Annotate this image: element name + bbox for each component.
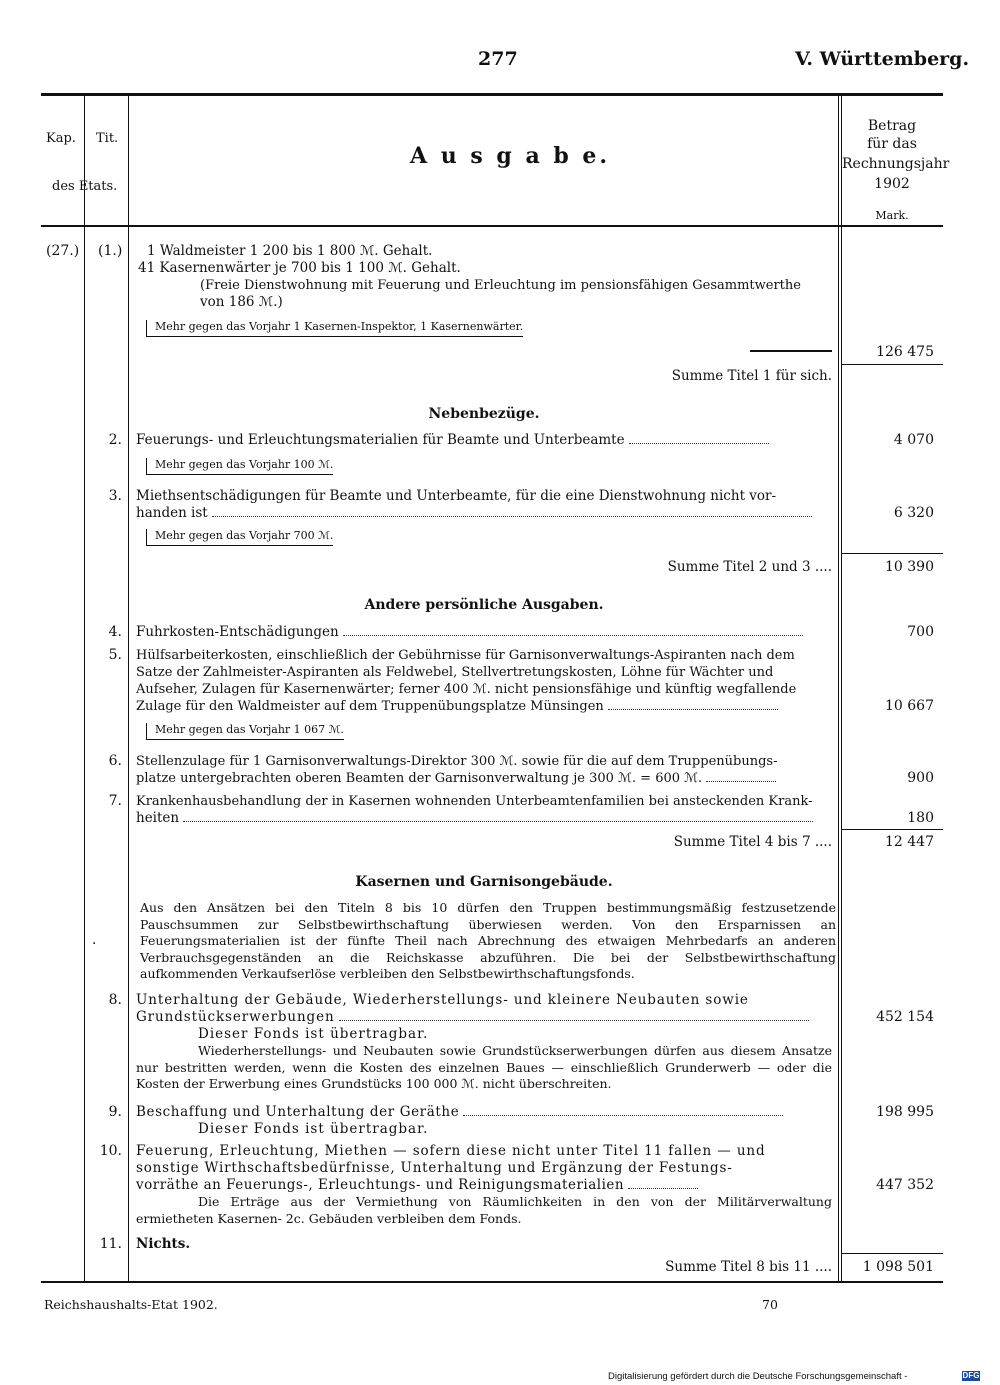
t5-label-4: Zulage für den Waldmeister auf dem Truppenübungsplatze Münsingen: [136, 699, 604, 714]
betrag-line-2: für das: [867, 136, 917, 152]
t1-sum-label: Summe Titel 1 für sich.: [671, 368, 832, 384]
t1-subtotal-rule: [750, 350, 832, 352]
t3-line-1: Miethsentschädigungen für Beamte und Unterbeamte, für die eine Dienstwohnung nicht vor-: [136, 488, 777, 504]
t5-line-2: Satze der Zahlmeister-Aspiranten als Feldwebel, Stellvertretungskosten, Löhne für Wächter und: [136, 665, 774, 680]
t6-label-2: platze untergebrachten oberen Beamten der Garnisonverwaltung je 300 ℳ. = 600 ℳ.: [136, 771, 703, 786]
t10-paragraph: Die Erträge aus der Vermiethung von Räumlichkeiten in den von der Militärverwaltung ermietheten Kasernen- 2c. Gebäuden verbleiben dem Fonds.: [136, 1194, 832, 1226]
t5-amount: 10 667: [885, 698, 934, 714]
t5-note: Mehr gegen das Vorjahr 1 067 ℳ.: [146, 723, 344, 740]
margin-dot: ·: [92, 936, 97, 952]
col-divider-tit: [128, 96, 129, 1281]
t5-line-4: [136, 698, 832, 715]
kasernen-paragraph: Aus den Ansätzen bei den Titeln 8 bis 10 dürfen den Truppen bestimmungsmäßig festzusetzende Pauschsummen zur Selbstbewirthschaftung überwiesen werden. Von den Ersparnissen an Feuerungsmaterialien ist der fünfte Theil nach Abrechnung des etwaigen Mehrbedarfs an anderen Verbrauchsgegenständen an die Reichskasse abzuführen. Die bei der Selbstbewirthschaftung aufkommenden Verkaufserlöse verbleiben den Selbstbewirthschaftungsfonds.: [140, 900, 836, 981]
t5-leader: [608, 709, 778, 710]
des-etats-label: des Etats.: [52, 179, 118, 194]
t3-leader: [212, 516, 812, 517]
t6-line-2: [136, 770, 832, 787]
sum23-rule-top: [842, 553, 943, 554]
t8-number: 8.: [108, 992, 122, 1008]
page-number: 277: [478, 48, 518, 70]
tit-label: Tit.: [96, 131, 119, 146]
t11-text: Nichts.: [136, 1236, 191, 1252]
t8-line-1: Unterhaltung der Gebäude, Wiederherstellungs- und kleinere Neubauten sowie: [136, 992, 749, 1008]
t6-leader: [706, 781, 776, 782]
t2-note: Mehr gegen das Vorjahr 100 ℳ.: [146, 458, 333, 475]
t3-line-2: [136, 505, 832, 522]
kap-value: (27.): [46, 243, 80, 259]
t9-text: [136, 1104, 832, 1121]
t2-amount: 4 070: [893, 432, 934, 448]
t8-line-2: [136, 1009, 832, 1026]
t9-leader: [463, 1115, 783, 1116]
digitization-credit: Digitalisierung gefördert durch die Deutsche Forschungsgemeinschaft -: [608, 1371, 908, 1382]
t2-number: 2.: [108, 432, 122, 448]
t6-number: 6.: [108, 753, 122, 769]
t4-text: [136, 624, 832, 641]
andere-heading: Andere persönliche Ausgaben.: [364, 597, 604, 613]
sum47-rule-top: [842, 829, 943, 830]
sum811-amount: 1 098 501: [862, 1259, 934, 1275]
t10-amount: 447 352: [876, 1177, 934, 1193]
t10-line-1: Feuerung, Erleuchtung, Miethen — sofern diese nicht unter Titel 11 fallen — und: [136, 1143, 766, 1159]
t5-line-1: Hülfsarbeiterkosten, einschließlich der Gebührnisse für Garnisonverwaltungs-Aspiranten nach dem: [136, 648, 795, 663]
t9-amount: 198 995: [876, 1104, 934, 1120]
t6-amount: 900: [907, 770, 934, 786]
sum23-amount: 10 390: [885, 559, 934, 575]
t1-line-2: 41 Kasernenwärter je 700 bis 1 100 ℳ. Gehalt.: [138, 260, 461, 276]
t7-label-2: heiten: [136, 810, 180, 826]
t6-line-1: Stellenzulage für 1 Garnisonverwaltungs-Direktor 300 ℳ. sowie für die auf dem Truppenübungs-: [136, 754, 778, 769]
t1-amount: 126 475: [876, 344, 934, 360]
t5-number: 5.: [108, 647, 122, 663]
t9-label: Beschaffung und Unterhaltung der Geräthe: [136, 1104, 460, 1120]
sum811-rule-top: [842, 1253, 943, 1254]
t7-amount: 180: [907, 810, 934, 826]
t8-label-2: Grundstückserwerbungen: [136, 1009, 335, 1025]
sum23-label: Summe Titel 2 und 3 ....: [667, 559, 832, 575]
footer-page-center: 70: [762, 1297, 778, 1312]
dfg-logo: DFG: [962, 1371, 980, 1380]
t10-line-3: [136, 1177, 832, 1194]
t3-label-2: handen ist: [136, 505, 208, 521]
t10-leader: [628, 1188, 698, 1189]
t3-note: Mehr gegen das Vorjahr 700 ℳ.: [146, 529, 333, 546]
t1-amount-rule: [842, 364, 943, 365]
t1-note: Mehr gegen das Vorjahr 1 Kasernen-Inspektor, 1 Kasernenwärter.: [146, 320, 523, 337]
t10-label-3: vorräthe an Feuerungs-, Erleuchtungs- und Reinigungsmaterialien: [136, 1177, 625, 1193]
t2-text: [136, 432, 832, 449]
top-rule: [41, 93, 943, 96]
t10-line-2: sonstige Wirthschaftsbedürfnisse, Unterhaltung und Ergänzung der Festungs-: [136, 1160, 733, 1176]
section-title: A u s g a b e.: [410, 143, 611, 169]
t7-leader: [183, 821, 813, 822]
header-bottom-rule: [41, 225, 943, 227]
sum47-label: Summe Titel 4 bis 7 ....: [673, 834, 832, 850]
t7-line-2: [136, 810, 832, 827]
t4-leader: [343, 635, 803, 636]
t8-paragraph: Wiederherstellungs- und Neubauten sowie Grundstückserwerbungen dürfen aus diesem Ansatze nur bestritten werden, wenn die Kosten des einzelnen Baues — einschließlich Grunderwerb — oder die Kosten der Erwerbung eines Grundstücks 100 000 ℳ. nicht überschreiten.: [136, 1043, 832, 1091]
t4-label: Fuhrkosten-Entschädigungen: [136, 624, 339, 640]
t2-label: Feuerungs- und Erleuchtungsmaterialien für Beamte und Unterbeamte: [136, 432, 625, 448]
t10-number: 10.: [99, 1143, 122, 1159]
t2-leader: [629, 443, 769, 444]
t5-line-3: Aufseher, Zulagen für Kasernenwärter; ferner 400 ℳ. nicht pensionsfähige und künftig wegfallende: [136, 682, 797, 697]
betrag-line-4: 1902: [874, 176, 910, 192]
col-divider-amount: [838, 96, 839, 1281]
t1-line-4: von 186 ℳ.): [200, 294, 283, 310]
sum811-label: Summe Titel 8 bis 11 ....: [665, 1259, 832, 1275]
t8-fonds: Dieser Fonds ist übertragbar.: [198, 1026, 429, 1042]
state-heading: V. Württemberg.: [795, 48, 970, 70]
unit-label: Mark.: [875, 209, 909, 222]
t1-line-3: (Freie Dienstwohnung mit Feuerung und Erleuchtung im pensionsfähigen Gesammtwerthe: [200, 278, 801, 293]
nebenbezuege-heading: Nebenbezüge.: [428, 406, 540, 422]
t9-number: 9.: [108, 1104, 122, 1120]
kap-label: Kap.: [46, 131, 76, 146]
sum47-amount: 12 447: [885, 834, 934, 850]
t3-amount: 6 320: [893, 505, 934, 521]
t11-number: 11.: [99, 1236, 122, 1252]
col-divider-kap: [84, 96, 85, 1281]
t9-fonds: Dieser Fonds ist übertragbar.: [198, 1121, 429, 1137]
bottom-rule: [41, 1281, 943, 1283]
footer-left: Reichshaushalts-Etat 1902.: [44, 1297, 218, 1312]
betrag-line-3: Rechnungsjahr: [842, 156, 950, 172]
t1-line-1: 1 Waldmeister 1 200 bis 1 800 ℳ. Gehalt.: [147, 243, 433, 259]
tit-value: (1.): [98, 243, 123, 259]
t7-line-1: Krankenhausbehandlung der in Kasernen wohnenden Unterbeamtenfamilien bei ansteckenden Krank-: [136, 794, 813, 809]
t3-number: 3.: [108, 488, 122, 504]
t4-number: 4.: [108, 624, 122, 640]
t7-number: 7.: [108, 793, 122, 809]
betrag-line-1: Betrag: [867, 118, 917, 134]
t8-amount: 452 154: [876, 1009, 934, 1025]
kasernen-heading: Kasernen und Garnisongebäude.: [355, 874, 613, 890]
t4-amount: 700: [907, 624, 934, 640]
t8-leader: [339, 1020, 809, 1021]
